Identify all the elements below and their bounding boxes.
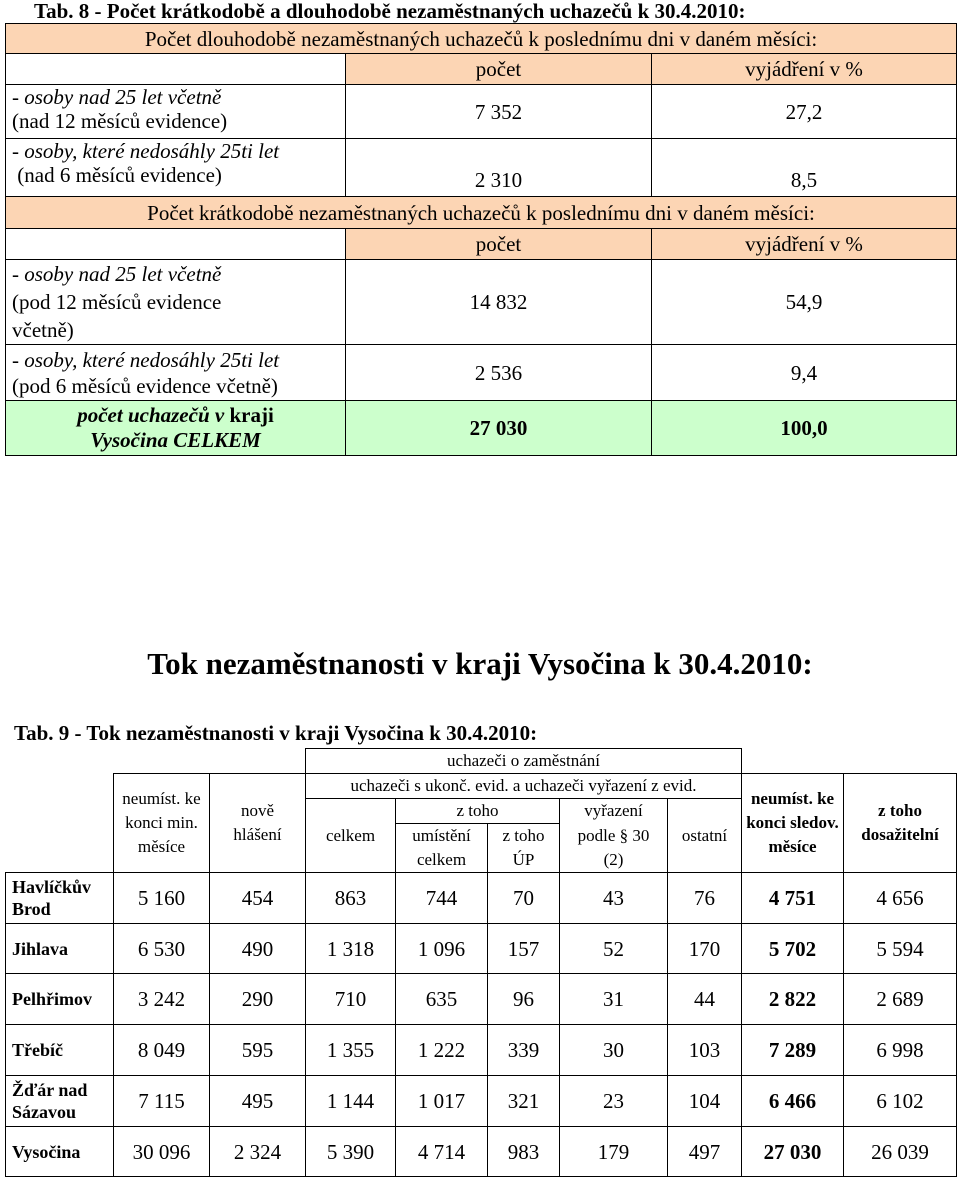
- tab9-caption: Tab. 9 - Tok nezaměstnanosti v kraji Vysočina k 30.4.2010:: [14, 721, 538, 745]
- cell-end: 6 466: [742, 1076, 844, 1127]
- cell-new: 495: [210, 1076, 306, 1127]
- region-name: Třebíč: [6, 1025, 114, 1076]
- short-row-1-pct: 54,9: [652, 260, 957, 345]
- table-row: [6, 974, 957, 1025]
- short-row-2-count: 2 536: [346, 345, 652, 401]
- cell-removed: 52: [560, 924, 668, 974]
- short-col-count: počet: [346, 229, 652, 260]
- cell-placed: 1 222: [396, 1025, 488, 1076]
- cell-reach: 6 102: [844, 1076, 957, 1127]
- total-pct: 100,0: [652, 401, 957, 456]
- cell-other: 104: [668, 1076, 742, 1127]
- cell-removed: 43: [560, 873, 668, 924]
- ended-group-header: uchazeči s ukonč. evid. a uchazeči vyřazení z evid.: [306, 774, 742, 799]
- cell-reach: 2 689: [844, 974, 957, 1025]
- cell-total: 1 144: [306, 1076, 396, 1127]
- cell-up: 339: [488, 1025, 560, 1076]
- tab8-caption: Tab. 8 - Počet krátkodobě a dlouhodobě nezaměstnaných uchazečů k 30.4.2010:: [34, 0, 746, 23]
- short-row-2-label: - osoby, které nedosáhly 25ti let (pod 6 měsíců evidence včetně): [6, 345, 346, 401]
- tab8-table: [5, 23, 957, 456]
- region-name: Havlíčkův Brod: [6, 873, 114, 924]
- table-row: [6, 1025, 957, 1076]
- cell-up: 157: [488, 924, 560, 974]
- cell-removed: 31: [560, 974, 668, 1025]
- of-which-header: z toho: [396, 799, 560, 824]
- cell-other: 497: [668, 1127, 742, 1177]
- cell-placed: 4 714: [396, 1127, 488, 1177]
- cell-reach: 26 039: [844, 1127, 957, 1177]
- employed-group-header: uchazeči o zaměstnání: [306, 749, 742, 774]
- cell-placed: 635: [396, 974, 488, 1025]
- short-term-title: Počet krátkodobě nezaměstnaných uchazečů k poslednímu dni v daném měsíci:: [6, 197, 957, 229]
- cell-placed: 744: [396, 873, 488, 924]
- cell-total: 863: [306, 873, 396, 924]
- reachable-header: z toho dosažitelní: [844, 774, 957, 873]
- long-row-2-pct: 8,5: [652, 139, 957, 197]
- long-row-2-label: - osoby, které nedosáhly 25ti let (nad 6 měsíců evidence): [6, 139, 346, 197]
- cell-reach: 4 656: [844, 873, 957, 924]
- removal-header: vyřazení: [560, 799, 668, 824]
- cell-new: 290: [210, 974, 306, 1025]
- cell-start: 5 160: [114, 873, 210, 924]
- long-term-title: Počet dlouhodobě nezaměstnaných uchazečů k poslednímu dni v daném měsíci:: [6, 24, 957, 54]
- long-col-count: počet: [346, 54, 652, 85]
- cell-end: 2 822: [742, 974, 844, 1025]
- region-name: Žďár nad Sázavou: [6, 1076, 114, 1127]
- long-row-2-count: 2 310: [346, 139, 652, 197]
- cell-new: 490: [210, 924, 306, 974]
- placed-header: umístění celkem: [396, 824, 488, 873]
- cell-up: 70: [488, 873, 560, 924]
- unemp-start-header: neumíst. ke konci min. měsíce: [114, 774, 210, 873]
- region-name: Vysočina: [6, 1127, 114, 1177]
- cell-other: 103: [668, 1025, 742, 1076]
- cell-start: 7 115: [114, 1076, 210, 1127]
- cell-total: 710: [306, 974, 396, 1025]
- cell-new: 595: [210, 1025, 306, 1076]
- removal-by-header: podle § 30 (2): [560, 824, 668, 873]
- cell-total: 5 390: [306, 1127, 396, 1177]
- cell-removed: 30: [560, 1025, 668, 1076]
- cell-start: 30 096: [114, 1127, 210, 1177]
- cell-end: 27 030: [742, 1127, 844, 1177]
- unemp-end-header: neumíst. ke konci sledov. měsíce: [742, 774, 844, 873]
- cell-placed: 1 096: [396, 924, 488, 974]
- cell-placed: 1 017: [396, 1076, 488, 1127]
- cell-other: 76: [668, 873, 742, 924]
- cell-reach: 6 998: [844, 1025, 957, 1076]
- long-col-pct: vyjádření v %: [652, 54, 957, 85]
- total-header: celkem: [306, 799, 396, 873]
- cell-start: 3 242: [114, 974, 210, 1025]
- cell-new: 454: [210, 873, 306, 924]
- section-heading: Tok nezaměstnanosti v kraji Vysočina k 30.4.2010:: [147, 646, 813, 681]
- long-row-1-count: 7 352: [346, 85, 652, 139]
- cell-start: 6 530: [114, 924, 210, 974]
- cell-up: 321: [488, 1076, 560, 1127]
- total-count: 27 030: [346, 401, 652, 456]
- table-row: [6, 924, 957, 974]
- cell-end: 7 289: [742, 1025, 844, 1076]
- table-row: [6, 1127, 957, 1177]
- cell-up: 983: [488, 1127, 560, 1177]
- short-row-2-pct: 9,4: [652, 345, 957, 401]
- total-label: počet uchazečů v kraji Vysočina CELKEM: [6, 401, 346, 456]
- short-col-pct: vyjádření v %: [652, 229, 957, 260]
- region-name: Pelhřimov: [6, 974, 114, 1025]
- short-row-1-count: 14 832: [346, 260, 652, 345]
- cell-up: 96: [488, 974, 560, 1025]
- cell-removed: 179: [560, 1127, 668, 1177]
- up-header: z toho ÚP: [488, 824, 560, 873]
- cell-new: 2 324: [210, 1127, 306, 1177]
- cell-other: 170: [668, 924, 742, 974]
- region-name: Jihlava: [6, 924, 114, 974]
- cell-end: 5 702: [742, 924, 844, 974]
- cell-other: 44: [668, 974, 742, 1025]
- cell-reach: 5 594: [844, 924, 957, 974]
- table-row: [6, 873, 957, 924]
- cell-start: 8 049: [114, 1025, 210, 1076]
- other-header: ostatní: [668, 799, 742, 873]
- new-header: nově hlášení: [210, 774, 306, 873]
- table-row: [6, 1076, 957, 1127]
- cell-removed: 23: [560, 1076, 668, 1127]
- long-row-1-label: - osoby nad 25 let včetně (nad 12 měsíců evidence): [6, 85, 346, 139]
- short-row-1-label: - osoby nad 25 let včetně (pod 12 měsíců evidence včetně): [6, 260, 346, 345]
- long-row-1-pct: 27,2: [652, 85, 957, 139]
- cell-total: 1 318: [306, 924, 396, 974]
- tab9-table: [5, 748, 957, 1177]
- cell-total: 1 355: [306, 1025, 396, 1076]
- cell-end: 4 751: [742, 873, 844, 924]
